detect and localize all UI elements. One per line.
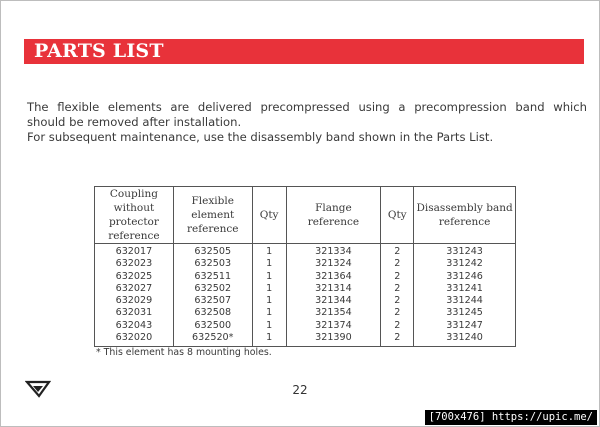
table-cell: 321334 bbox=[315, 246, 352, 257]
table-cell: 632043 bbox=[115, 319, 153, 331]
table-header-row bbox=[95, 187, 516, 244]
table-cell: 321390 bbox=[315, 332, 352, 344]
table-cell: 321354 bbox=[315, 307, 352, 319]
table-cell: 632023 bbox=[115, 258, 153, 270]
table-cell: 321324 bbox=[315, 258, 352, 270]
qty-elements-cells bbox=[252, 244, 286, 347]
table-cell: 632017 bbox=[115, 246, 153, 257]
table-cell: 632500 bbox=[194, 319, 232, 331]
table-cell: 1 bbox=[266, 332, 273, 344]
table-cell: 2 bbox=[394, 258, 401, 270]
header-flange-reference: Flange reference bbox=[286, 187, 381, 244]
table-cell: 2 bbox=[394, 295, 401, 307]
table-cell: 321374 bbox=[315, 319, 352, 331]
qty-flanges-cells bbox=[381, 244, 414, 347]
intro-line-1: The flexible elements are delivered precompressed using a precompression band which bbox=[27, 100, 587, 114]
table-cell: 1 bbox=[266, 319, 273, 331]
parts-table bbox=[94, 186, 516, 347]
table-cell: 632503 bbox=[194, 258, 232, 270]
table-cell: 2 bbox=[394, 319, 401, 331]
flexible-element-reference-cells bbox=[173, 244, 252, 347]
table-cell: 632508 bbox=[194, 307, 232, 319]
table-cell: 2 bbox=[394, 307, 401, 319]
table-cell: 632520* bbox=[192, 332, 234, 344]
footnote: * This element has 8 mounting holes. bbox=[96, 347, 272, 358]
table-cell: 331243 bbox=[446, 246, 483, 257]
table-cell: 1 bbox=[266, 295, 273, 307]
table-cell: 632029 bbox=[115, 295, 153, 307]
table-cell: 1 bbox=[266, 258, 273, 270]
table-cell: 321344 bbox=[315, 295, 352, 307]
table-cell: 331245 bbox=[446, 307, 483, 319]
header-qty-elements: Qty bbox=[252, 187, 286, 244]
table-cell: 331241 bbox=[446, 282, 483, 294]
disassembly-band-reference-cells bbox=[414, 244, 516, 347]
table-cell: 632031 bbox=[115, 307, 153, 319]
table-cell: 1 bbox=[266, 270, 273, 282]
watermark: [700x476] https://upic.me/ bbox=[425, 410, 597, 425]
page-number: 22 bbox=[292, 383, 308, 397]
intro-text bbox=[27, 100, 587, 145]
table-cell: 632507 bbox=[194, 295, 232, 307]
table-cell: 331244 bbox=[446, 295, 483, 307]
table-cell: 2 bbox=[394, 282, 401, 294]
table-row bbox=[95, 244, 516, 347]
table-cell: 1 bbox=[266, 307, 273, 319]
table-cell: 632502 bbox=[194, 282, 232, 294]
header-disassembly-band-reference: Disassembly band reference bbox=[414, 187, 516, 244]
coupling-reference-cells bbox=[95, 244, 174, 347]
intro-line-3: For subsequent maintenance, use the disassembly band shown in the Parts List. bbox=[27, 130, 494, 144]
table-cell: 331246 bbox=[446, 270, 483, 282]
table-cell: 1 bbox=[266, 246, 273, 257]
table-cell: 1 bbox=[266, 282, 273, 294]
header-coupling-reference: Coupling without protector reference bbox=[95, 187, 174, 244]
table-cell: 331242 bbox=[446, 258, 483, 270]
flange-reference-cells bbox=[286, 244, 381, 347]
table-cell: 2 bbox=[394, 246, 401, 257]
table-cell: 2 bbox=[394, 332, 401, 344]
table-cell: 632511 bbox=[194, 270, 232, 282]
intro-line-2: should be removed after installation. bbox=[27, 115, 242, 129]
table-cell: 321364 bbox=[315, 270, 352, 282]
header-qty-flanges: Qty bbox=[381, 187, 414, 244]
table-cell: 321314 bbox=[315, 282, 352, 294]
table-cell: 331240 bbox=[446, 332, 483, 344]
table-cell: 632027 bbox=[115, 282, 153, 294]
table-cell: 632020 bbox=[115, 332, 153, 344]
table-cell: 2 bbox=[394, 270, 401, 282]
table-cell: 632025 bbox=[115, 270, 153, 282]
section-banner: PARTS LIST bbox=[24, 39, 584, 64]
header-flexible-element-reference: Flexible element reference bbox=[173, 187, 252, 244]
table-cell: 331247 bbox=[446, 319, 483, 331]
table-cell: 632505 bbox=[194, 246, 232, 257]
